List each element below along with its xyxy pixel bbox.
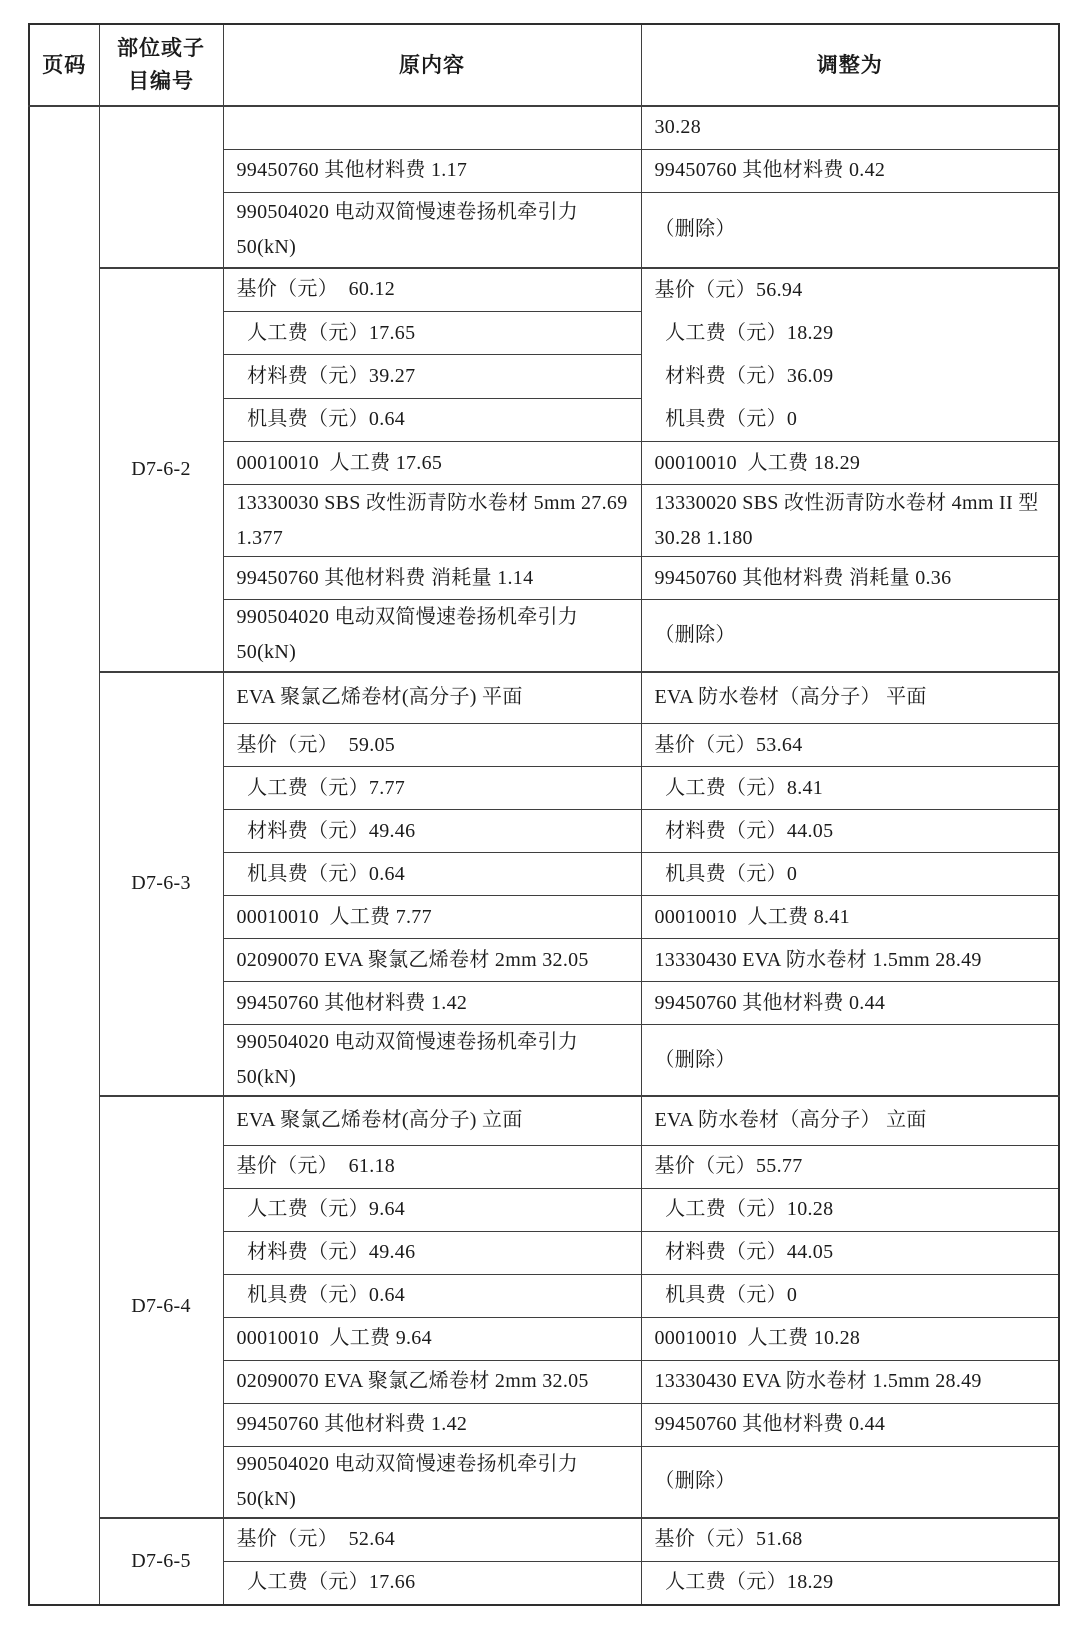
cell-line: 30.28 1.180 [654, 526, 753, 549]
table-row [29, 1518, 1059, 1562]
cell-line: 99450760 其他材料费 0.44 [654, 991, 886, 1014]
table-row [29, 268, 1059, 311]
original-cell [223, 149, 641, 192]
cell-line: 990504020 电动双简慢速卷扬机牵引力 [236, 1031, 579, 1053]
cell-line: 基价（元）53.64 [654, 733, 803, 756]
adjusted-cell [641, 149, 1059, 192]
adjusted-cell [641, 939, 1059, 982]
original-cell [223, 810, 641, 853]
cell-line: 人工费（元）17.66 [236, 1571, 416, 1594]
cell-line: 基价（元）56.94 [654, 279, 803, 301]
cell-line: 1.377 [236, 526, 283, 549]
original-cell [223, 106, 641, 149]
table-row [29, 1096, 1059, 1145]
cell-line: 990504020 电动双简慢速卷扬机牵引力 [236, 1452, 579, 1475]
header-original-label: 原内容 [399, 52, 465, 77]
cell-line: （删除） [654, 623, 736, 646]
table-header [29, 24, 1059, 106]
cell-line: 00010010 人工费 10.28 [654, 1327, 861, 1349]
cell-line: 13330430 EVA 防水卷材 1.5mm 28.49 [654, 1370, 982, 1392]
cell-line: D7-6-2 [131, 458, 191, 481]
original-cell [223, 939, 641, 982]
cell-line: 机具费（元）0 [654, 862, 798, 885]
header-page [29, 24, 99, 106]
cell-line: 99450760 其他材料费 1.42 [236, 991, 468, 1014]
cell-line: 机具费（元）0.64 [236, 1284, 406, 1306]
cell-line: 人工费（元）17.65 [236, 321, 416, 344]
original-cell [223, 1145, 641, 1188]
cell-line: 00010010 人工费 7.77 [236, 905, 432, 928]
cell-line: EVA 聚氯乙烯卷材(高分子) 平面 [236, 686, 523, 709]
section-id-cell [99, 672, 223, 1097]
original-cell [223, 268, 641, 311]
cell-line: 基价（元） 61.18 [236, 1155, 396, 1177]
cell-line: 基价（元） 52.64 [236, 1528, 396, 1551]
header-section [99, 24, 223, 106]
cell-line: 00010010 人工费 18.29 [654, 451, 861, 474]
cell-line: 材料费（元）44.05 [654, 819, 834, 842]
cell-line: 基价（元） 59.05 [236, 733, 396, 756]
cell-line: EVA 防水卷材（高分子） 平面 [654, 686, 927, 709]
original-cell [223, 1317, 641, 1360]
original-cell [223, 1360, 641, 1403]
header-adjusted [641, 24, 1059, 106]
cell-line: 50(kN) [236, 1487, 297, 1510]
original-cell [223, 1188, 641, 1231]
header-section-label-line1: 部位或子 [117, 36, 205, 60]
original-cell [223, 355, 641, 398]
cell-line: D7-6-4 [131, 1295, 191, 1318]
cell-line: 人工费（元）18.29 [654, 322, 834, 344]
header-page-label: 页码 [42, 52, 87, 77]
header-adjusted-label: 调整为 [816, 52, 883, 77]
cell-line: 机具费（元）0 [654, 1284, 798, 1306]
original-cell [223, 982, 641, 1025]
adjusted-cell [641, 767, 1059, 810]
cell-line: D7-6-5 [131, 1549, 191, 1572]
cell-line: 材料费（元）36.09 [654, 365, 834, 387]
table-row [29, 672, 1059, 724]
cell-line: 材料费（元）49.46 [236, 819, 416, 842]
original-cell [223, 600, 641, 672]
cell-line: 基价（元） 60.12 [236, 278, 396, 301]
original-cell [223, 1231, 641, 1274]
cell-line: （删除） [654, 1470, 736, 1492]
cell-line: 99450760 其他材料费 1.17 [236, 159, 468, 181]
section-id-cell [99, 1518, 223, 1605]
cell-line: 人工费（元）10.28 [654, 1198, 834, 1220]
adjusted-cell [641, 1403, 1059, 1446]
cell-line: 机具费（元）0.64 [236, 862, 406, 885]
original-cell [223, 724, 641, 767]
cell-line: 人工费（元）7.77 [236, 776, 406, 799]
adjusted-cell [641, 557, 1059, 600]
adjusted-cell [641, 1274, 1059, 1317]
adjusted-cell [641, 672, 1059, 724]
original-cell [223, 192, 641, 268]
cell-line: 机具费（元）0.64 [236, 408, 406, 431]
cell-line: 02090070 EVA 聚氯乙烯卷材 2mm 32.05 [236, 948, 589, 971]
adjusted-cell [641, 600, 1059, 672]
adjusted-cell [641, 485, 1059, 557]
adjusted-cell [641, 982, 1059, 1025]
section-id-cell [99, 268, 223, 672]
original-cell [223, 1562, 641, 1605]
adjustment-table [28, 23, 1060, 1606]
original-cell [223, 1096, 641, 1145]
cell-line: 99450760 其他材料费 消耗量 1.14 [236, 566, 534, 589]
adjusted-cell [641, 1317, 1059, 1360]
original-cell [223, 1025, 641, 1097]
page-cell [29, 106, 99, 1605]
original-cell [223, 767, 641, 810]
cell-line: EVA 防水卷材（高分子） 立面 [654, 1109, 927, 1132]
original-cell [223, 311, 641, 354]
cell-line: 99450760 其他材料费 0.42 [654, 159, 886, 181]
cell-line: 99450760 其他材料费 消耗量 0.36 [654, 566, 952, 589]
original-cell [223, 1403, 641, 1446]
cell-line: 990504020 电动双简慢速卷扬机牵引力 [236, 200, 579, 223]
header-row [29, 24, 1059, 106]
original-cell [223, 672, 641, 724]
cell-line: 基价（元）55.77 [654, 1155, 803, 1177]
header-section-label-line2: 目编号 [128, 69, 194, 93]
cell-line: 00010010 人工费 17.65 [236, 451, 443, 474]
adjusted-cell [641, 1025, 1059, 1097]
cell-line: 00010010 人工费 9.64 [236, 1327, 432, 1349]
cell-line: 13330020 SBS 改性沥青防水卷材 4mm II 型 [654, 491, 1039, 514]
cell-line: 00010010 人工费 8.41 [654, 905, 850, 928]
cell-line: 基价（元）51.68 [654, 1528, 803, 1551]
original-cell [223, 853, 641, 896]
section-id-cell [99, 1096, 223, 1518]
cell-line: 人工费（元）9.64 [236, 1198, 406, 1220]
cell-line: 机具费（元）0 [654, 408, 798, 430]
cell-line: 99450760 其他材料费 1.42 [236, 1413, 468, 1435]
cell-line: 13330030 SBS 改性沥青防水卷材 5mm 27.69 [236, 491, 628, 514]
cell-line: 02090070 EVA 聚氯乙烯卷材 2mm 32.05 [236, 1370, 589, 1392]
cell-line: EVA 聚氯乙烯卷材(高分子) 立面 [236, 1109, 523, 1132]
original-cell [223, 557, 641, 600]
section-id-cell [99, 106, 223, 268]
header-original [223, 24, 641, 106]
adjusted-cell [641, 810, 1059, 853]
cell-line: 材料费（元）44.05 [654, 1241, 834, 1263]
original-cell [223, 1446, 641, 1518]
cell-line: （删除） [654, 1048, 736, 1071]
table-body [29, 106, 1059, 1605]
original-cell [223, 398, 641, 441]
original-cell [223, 896, 641, 939]
adjusted-cell [641, 724, 1059, 767]
cell-line: 人工费（元）8.41 [654, 776, 824, 799]
adjusted-cell [641, 1188, 1059, 1231]
table-row [29, 106, 1059, 149]
cell-line: 材料费（元）39.27 [236, 364, 416, 387]
cell-line: （删除） [654, 218, 736, 241]
adjusted-cell [641, 1231, 1059, 1274]
adjusted-cell [641, 1145, 1059, 1188]
original-cell [223, 1518, 641, 1562]
cell-line: 30.28 [654, 116, 701, 139]
adjusted-cell [641, 192, 1059, 268]
adjusted-cell [641, 1096, 1059, 1145]
original-cell [223, 485, 641, 557]
adjusted-merged-cell [641, 268, 1059, 442]
cell-line: 50(kN) [236, 641, 297, 664]
adjusted-cell [641, 1518, 1059, 1562]
adjusted-cell [641, 1562, 1059, 1605]
cell-line: 50(kN) [236, 235, 297, 258]
cell-line: 990504020 电动双简慢速卷扬机牵引力 [236, 606, 579, 629]
cell-line: 50(kN) [236, 1066, 297, 1088]
adjusted-cell [641, 1360, 1059, 1403]
cell-line: 材料费（元）49.46 [236, 1241, 416, 1263]
adjusted-cell [641, 442, 1059, 485]
adjusted-cell [641, 853, 1059, 896]
adjusted-cell [641, 896, 1059, 939]
original-cell [223, 442, 641, 485]
cell-line: 人工费（元）18.29 [654, 1571, 834, 1594]
cell-line: 13330430 EVA 防水卷材 1.5mm 28.49 [654, 948, 982, 971]
adjusted-cell [641, 106, 1059, 149]
cell-line: 99450760 其他材料费 0.44 [654, 1413, 886, 1435]
adjusted-cell [641, 1446, 1059, 1518]
original-cell [223, 1274, 641, 1317]
cell-line: D7-6-3 [131, 872, 191, 895]
